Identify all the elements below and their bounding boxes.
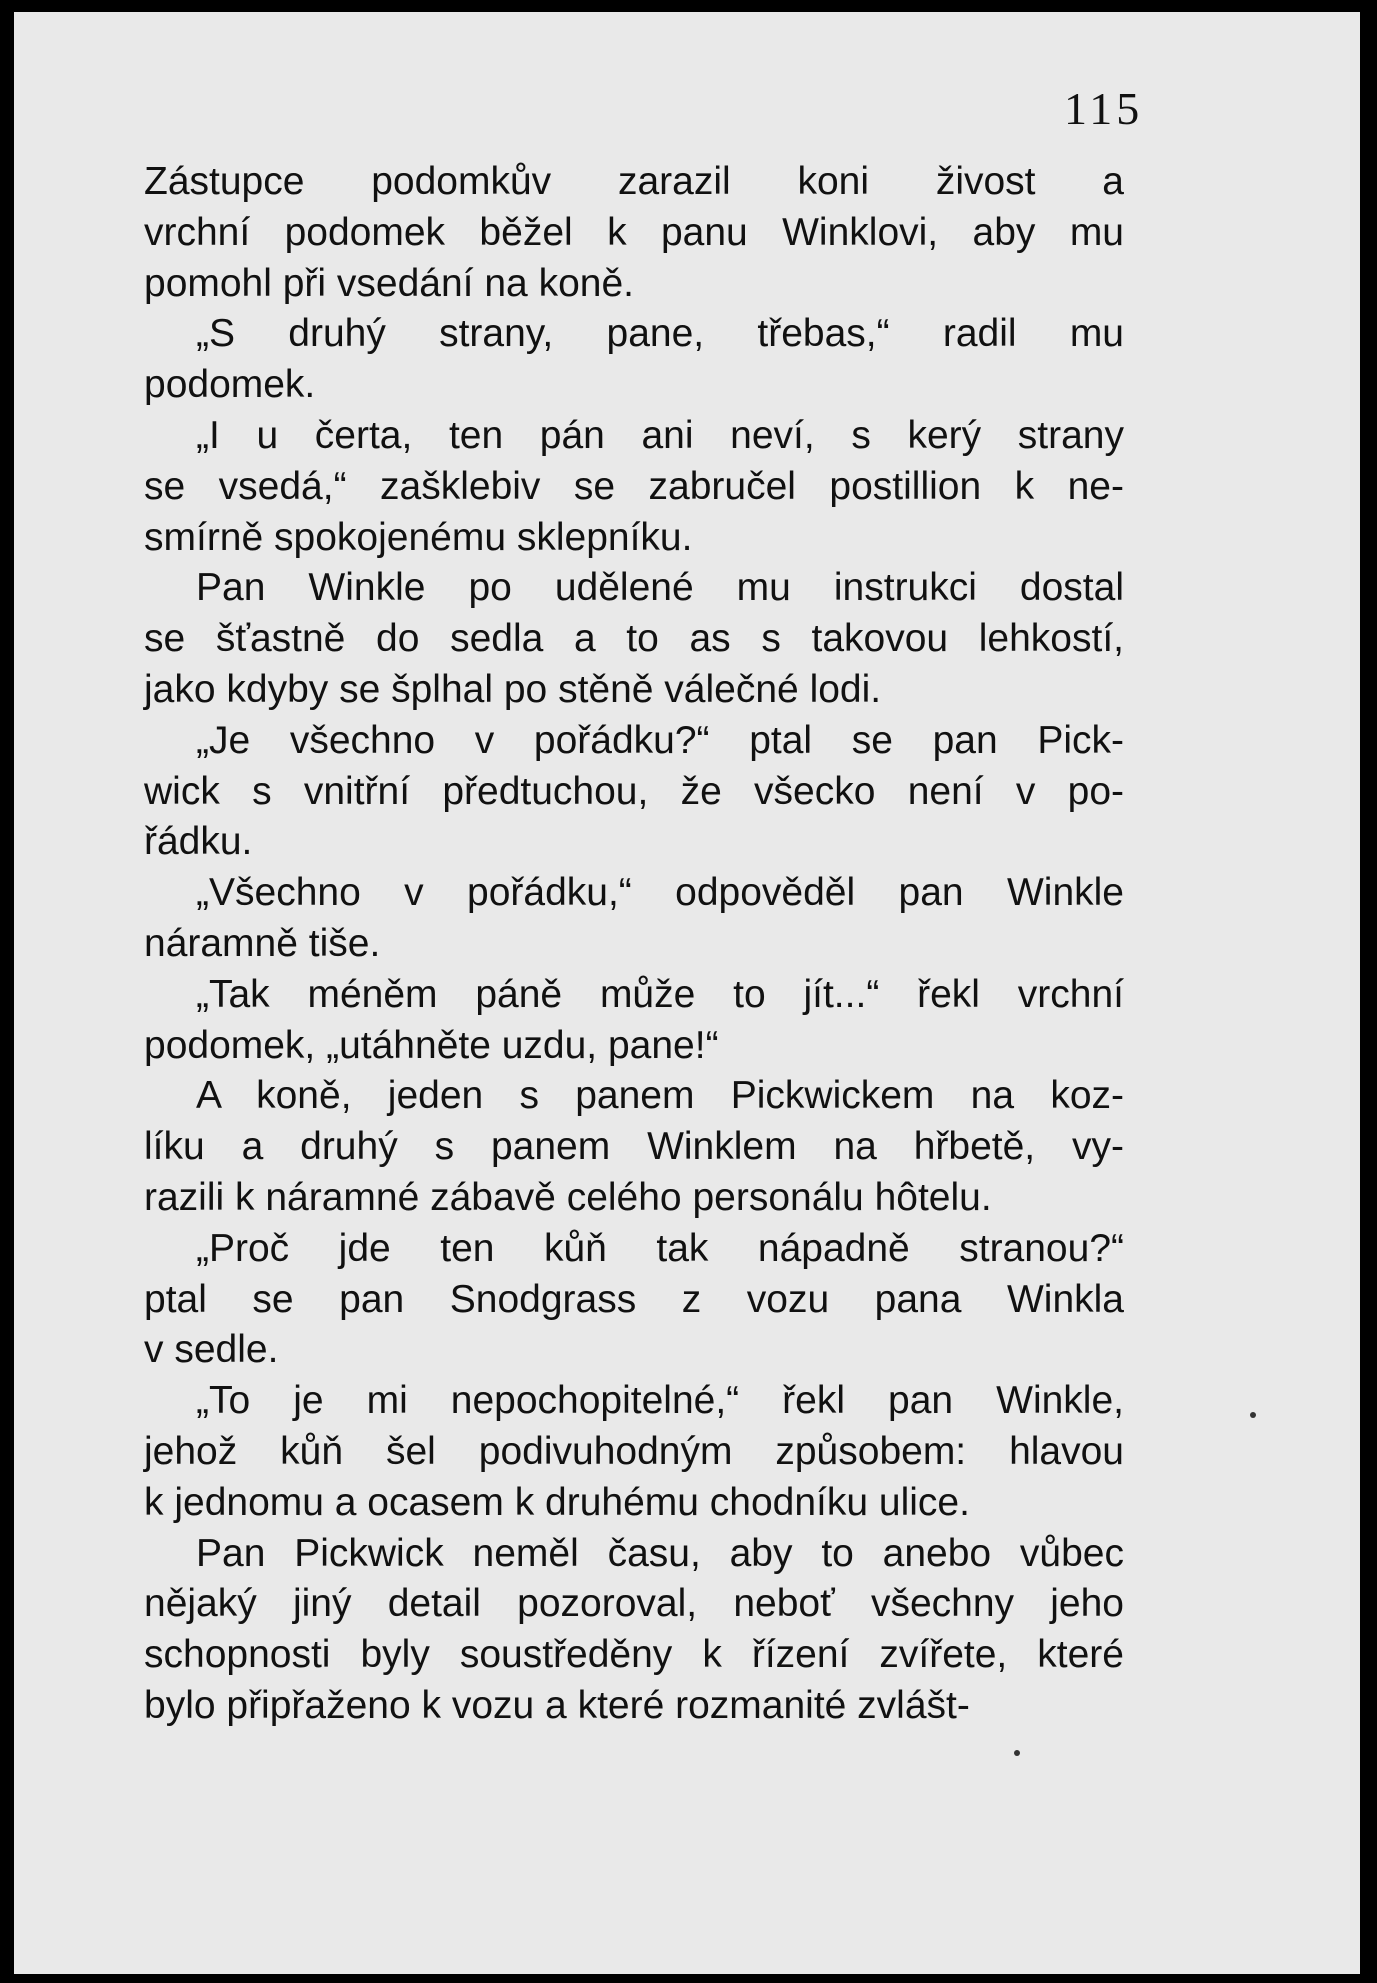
text-line: řádku. [144, 820, 253, 864]
text-line: razili k náramné zábavě celého personálu hôtelu. [144, 1175, 992, 1219]
text-line: „Všechno v pořádku,“ odpověděl pan Winkle [196, 871, 1124, 915]
text-line: nějaký jiný detail pozoroval, neboť všechny jeho [144, 1582, 1124, 1626]
text-line: „Je všechno v pořádku?“ ptal se pan Pick- [196, 718, 1124, 762]
page-number: 115 [1064, 83, 1144, 134]
text-line: náramně tiše. [144, 921, 381, 965]
text-line: podomek. [144, 363, 316, 407]
text-line: líku a druhý s panem Winklem na hřbetě, vy- [144, 1125, 1124, 1169]
ink-speck [1250, 1412, 1256, 1418]
text-line: ptal se pan Snodgrass z vozu pana Winkla [144, 1277, 1124, 1321]
text-line: se šťastně do sedla a to as s takovou lehkostí, [144, 617, 1124, 661]
text-line: k jednomu a ocasem k druhému chodníku ulice. [144, 1480, 970, 1524]
text-line: se vsedá,“ zašklebiv se zabručel postillion k ne- [144, 464, 1124, 508]
text-line: pomohl při vsedání na koně. [144, 261, 634, 305]
text-line: podomek, „utáhněte uzdu, pane!“ [144, 1023, 719, 1067]
text-line: jehož kůň šel podivuhodným způsobem: hlavou [144, 1429, 1124, 1473]
text-line: Zástupce podomkův zarazil koni živost a [144, 160, 1124, 203]
text-line: vrchní podomek běžel k panu Winklovi, aby mu [144, 210, 1124, 254]
text-line: „To je mi nepochopitelné,“ řekl pan Winkle, [196, 1379, 1124, 1423]
text-line: v sedle. [144, 1328, 279, 1372]
text-line: A koně, jeden s panem Pickwickem na koz- [196, 1074, 1124, 1118]
text-line: wick s vnitřní předtuchou, že všecko není v po- [144, 769, 1124, 813]
text-line: „Proč jde ten kůň tak nápadně stranou?“ [196, 1226, 1124, 1270]
text-line: smírně spokojenému sklepníku. [144, 515, 693, 559]
text-line: schopnosti byly soustředěny k řízení zvířete, které [144, 1633, 1124, 1677]
page-text [144, 157, 1124, 1732]
text-line: „I u čerta, ten pán ani neví, s kerý strany [196, 413, 1124, 457]
text-line: „Tak méněm páně může to jít...“ řekl vrchní [196, 972, 1124, 1016]
text-line: „S druhý strany, pane, třebas,“ radil mu [196, 312, 1124, 356]
text-line: Pan Winkle po udělené mu instrukci dostal [196, 566, 1124, 610]
text-line: Pan Pickwick neměl času, aby to anebo vůbec [196, 1531, 1124, 1575]
book-page [14, 12, 1360, 1974]
ink-speck [1014, 1750, 1020, 1756]
text-line: bylo připřaženo k vozu a které rozmanité zvlášt- [144, 1683, 970, 1727]
text-line: jako kdyby se šplhal po stěně válečné lodi. [144, 667, 882, 711]
